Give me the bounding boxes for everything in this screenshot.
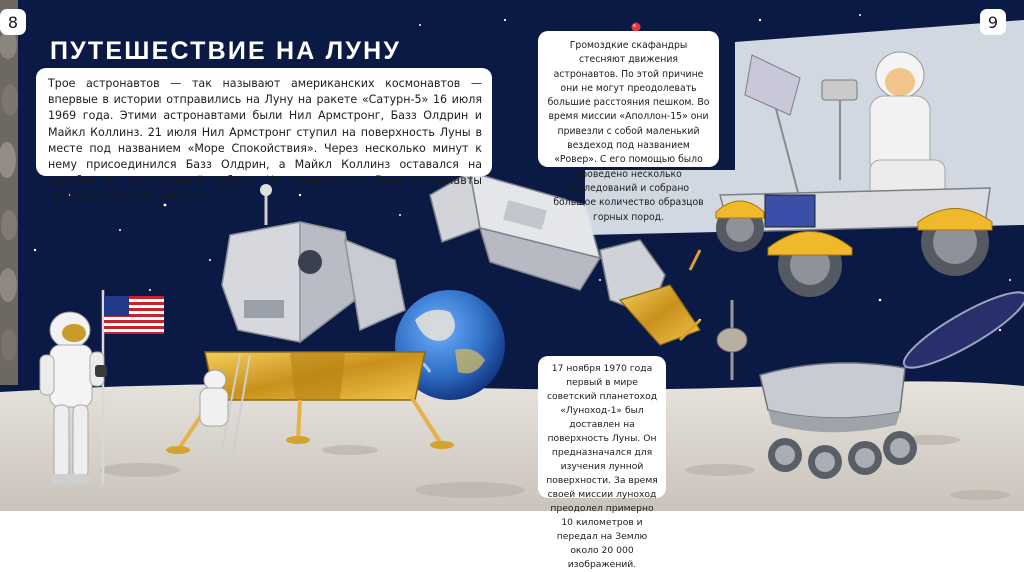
rover-note-text: Громоздкие скафандры стесняют движения астронавтов. По этой причине они не могут преодолевать большие расстояния пешком. Во время миссии «Аполлон-15» они привезли с собой маленький вездеход под названием «Ровер». С его помощью было проведено несколько исследований и собрано большое количество образцов горных пород.	[547, 40, 710, 223]
rock-wall-icon	[0, 0, 18, 385]
lunokhod-note-box	[538, 356, 666, 570]
main-text-box	[36, 68, 492, 204]
lunokhod-note-text: 17 ноября 1970 года первый в мире советский планетоход «Луноход-1» был доставлен на поверхность Луны. Он предназначался для изучения лунной поверхности. За время своей миссии луноход преодолел примерно 10 километров и передал на Землю около 20 000 изображений.	[546, 363, 658, 570]
page-title: ПУТЕШЕСТВИЕ НА ЛУНУ	[50, 37, 402, 65]
page-number-right: 9	[980, 9, 1006, 35]
page-number-left: 8	[0, 9, 26, 35]
rover-note-box	[538, 31, 719, 223]
main-paragraph: Трое астронавтов — так называют американских космонавтов — впервые в истории отправились на Луну на ракете «Сатурн-5» 16 июля 1969 года. Этими астронавтами были Нил Армстронг, Базз Олдрин и Майкл Коллинз. 21 июля Нил Армстронг ступил на поверхность Луны в месте под названием «Море Спокойствия». Через несколько минут к нему присоединился Базз Олдрин, а Майкл Коллинз оставался на корабле на окололунной орбите. На поверхности Луны астронавты пробыли 2 часа 31 минуту.	[48, 77, 482, 204]
